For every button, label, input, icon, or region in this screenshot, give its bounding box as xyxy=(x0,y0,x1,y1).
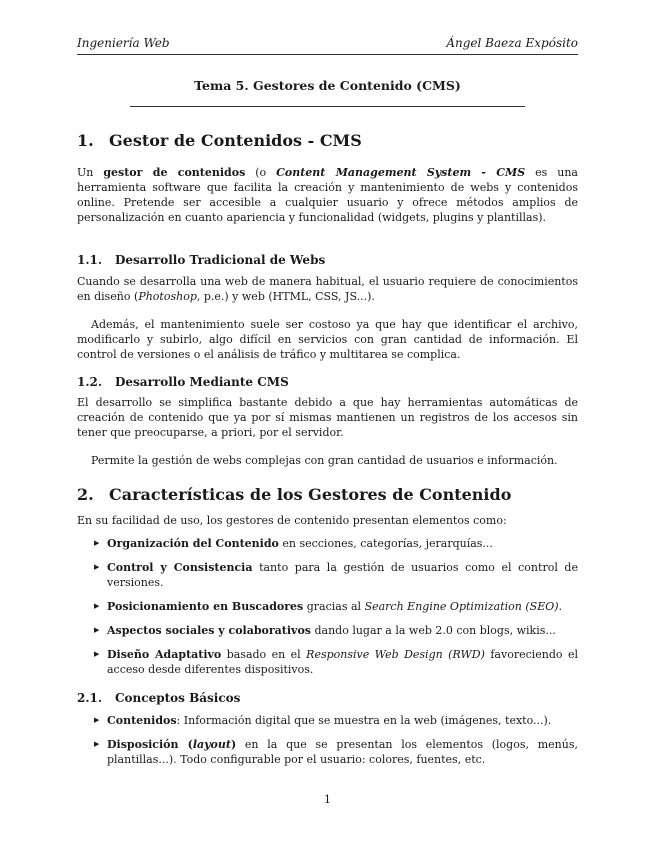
paragraph-complex-webs: Permite la gestión de webs complejas con gran cantidad de usuarios e información. xyxy=(91,454,558,467)
item-text: dando lugar a la web 2.0 con blogs, wikis... xyxy=(310,624,556,637)
item-text: gracias al xyxy=(303,600,365,613)
text-run: Un xyxy=(77,166,104,179)
text-run: , p.e.) y web (HTML, CSS, JS...). xyxy=(196,290,375,303)
features-list xyxy=(77,536,578,677)
subsection-number: 2.1. xyxy=(77,691,103,705)
item-text: tanto para la gestión de usuarios como el control de versiones. xyxy=(107,561,578,589)
concepts-list xyxy=(77,713,578,767)
item-term: Control y Consistencia xyxy=(107,561,253,574)
paragraph-cms-dev: El desarrollo se simplifica bastante debido a que hay herramientas automáticas de creación de contenido que ya por sí mismas mantienen un registros de los accesos sin tener que preocuparse, a priori, por el servidor. xyxy=(77,396,578,439)
paragraph-maintenance: Además, el mantenimiento suele ser costoso ya que hay que identificar el archivo, modificarlo y subirlo, algo difícil en servicios con gran cantidad de información. El control de versiones o el análisis de tráfico y multitarea se complica. xyxy=(77,318,578,361)
item-text: : Información digital que se muestra en la web (imágenes, texto...). xyxy=(176,714,552,727)
subsection-title: Desarrollo Tradicional de Webs xyxy=(115,253,326,267)
text-run-bold-italic: Content Management System - CMS xyxy=(276,166,526,179)
item-term: Posicionamiento en Buscadores xyxy=(107,600,304,613)
item-term: Diseño Adaptativo xyxy=(107,648,222,661)
bullet-triangle-icon: ▶ xyxy=(94,716,100,724)
paragraph-traditional-dev xyxy=(77,274,578,304)
subsection-heading-1-2 xyxy=(77,374,578,390)
bullet-triangle-icon: ▶ xyxy=(94,563,100,571)
paragraph-features-intro: En su facilidad de uso, los gestores de contenido presentan elementos como: xyxy=(77,514,507,527)
bullet-triangle-icon: ▶ xyxy=(94,539,100,547)
subsection-number: 1.1. xyxy=(77,253,103,267)
list-item xyxy=(77,623,578,638)
text-run-bold: gestor de contenidos xyxy=(103,166,246,179)
item-text: en secciones, categorías, jerarquías... xyxy=(278,537,493,550)
item-term: Aspectos sociales y colaborativos xyxy=(107,624,311,637)
subsection-number: 1.2. xyxy=(77,375,103,389)
item-text: favoreciendo el acceso desde diferentes dispositivos. xyxy=(107,648,578,676)
header-author: Ángel Baeza Expósito xyxy=(446,36,578,50)
subsection-title: Conceptos Básicos xyxy=(115,691,241,705)
text-run: Cuando se desarrolla una web de manera habitual, el usuario requiere de conocimientos en diseño ( xyxy=(77,275,578,303)
list-item xyxy=(77,599,578,614)
item-text: . xyxy=(558,600,563,613)
bullet-triangle-icon: ▶ xyxy=(94,626,100,634)
list-item xyxy=(77,536,578,551)
bullet-triangle-icon: ▶ xyxy=(94,740,100,748)
subsection-title: Desarrollo Mediante CMS xyxy=(115,375,289,389)
subsection-heading-2-1 xyxy=(77,690,578,706)
list-item xyxy=(77,713,578,728)
page-number: 1 xyxy=(324,793,331,806)
section-number: 2. xyxy=(77,485,94,504)
section-heading-1 xyxy=(77,131,578,151)
paragraph-cms-definition xyxy=(77,165,578,225)
item-term: ) xyxy=(230,738,237,751)
section-title: Características de los Gestores de Contenido xyxy=(109,485,512,504)
subsection-heading-1-1 xyxy=(77,252,578,268)
running-header xyxy=(77,36,578,55)
section-title: Gestor de Contenidos - CMS xyxy=(109,131,362,150)
item-term: Contenidos xyxy=(107,714,177,727)
item-term: Disposición ( xyxy=(107,738,193,751)
item-text: basado en el xyxy=(221,648,307,661)
text-run-italic: Photoshop xyxy=(138,290,197,303)
item-term: Organización del Contenido xyxy=(107,537,279,550)
title-rule xyxy=(130,106,525,107)
list-item xyxy=(77,560,578,590)
section-heading-2 xyxy=(77,485,578,505)
section-number: 1. xyxy=(77,131,94,150)
header-course: Ingeniería Web xyxy=(77,36,170,50)
list-item xyxy=(77,737,578,767)
text-run: es una herramienta software que facilita la creación y mantenimiento de webs y contenidos online. Pretende ser accesible a cualquier usuario y ofrece métodos amplios de personalización en cuanto apariencia y funcionalidad (widgets, plugins y plantillas). xyxy=(77,166,578,224)
item-text: en la que se presentan los elementos (logos, menús, plantillas...). Todo configurable por el usuario: colores, fuentes, etc. xyxy=(107,738,578,766)
bullet-triangle-icon: ▶ xyxy=(94,650,100,658)
bullet-triangle-icon: ▶ xyxy=(94,602,100,610)
item-text-italic: Responsive Web Design (RWD) xyxy=(306,648,485,661)
item-text-italic: Search Engine Optimization (SEO) xyxy=(364,600,559,613)
document-body xyxy=(77,131,578,767)
item-term-italic: layout xyxy=(192,738,231,751)
text-run: (o xyxy=(245,166,277,179)
list-item xyxy=(77,647,578,677)
document-title: Tema 5. Gestores de Contenido (CMS) xyxy=(194,78,461,93)
